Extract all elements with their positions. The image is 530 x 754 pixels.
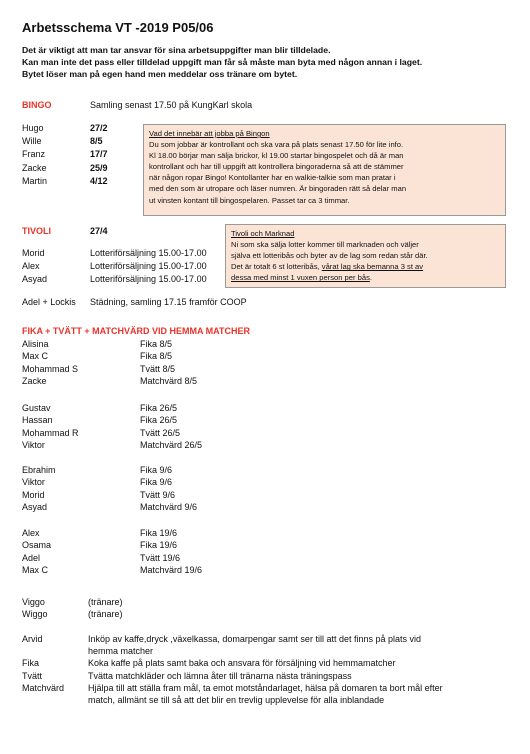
- box-line: ut vinsten kontant till bingospelaren. Passet tar ca 3 timmar.: [149, 195, 350, 205]
- list-item: Martin: [22, 175, 48, 186]
- row-task: Tvätt 8/5: [140, 363, 176, 374]
- table-row: [22, 350, 197, 362]
- trainer-role: (tränare): [88, 597, 123, 607]
- row-name: Max C: [22, 351, 49, 362]
- box-underlined-text: vårat lag ska bemanna 3 st av: [321, 262, 424, 272]
- table-row: [22, 427, 202, 439]
- box-line: [231, 272, 500, 283]
- list-item: Wille: [22, 136, 42, 147]
- page-title: Arbetsschema VT -2019 P05/06: [22, 20, 214, 35]
- list-item: Lotteriförsäljning 15.00-17.00: [90, 274, 207, 285]
- list-item: Alex: [22, 261, 40, 272]
- table-row: [22, 375, 197, 387]
- box-line: kontrollant och har till uppgift att kontrollera bingoraderna så att de stämmer: [149, 162, 404, 172]
- legend-text: Koka kaffe på plats samt baka och ansvara för försäljning vid hemmamatcher: [88, 658, 396, 669]
- box-text: Det är totalt 6 st lotteribås,: [231, 262, 320, 272]
- legend-row: [22, 657, 448, 669]
- list-item: Lotteriförsäljning 15.00-17.00: [90, 261, 207, 272]
- row-task: Fika 9/6: [140, 477, 173, 488]
- legend-text: Inköp av kaffe,dryck ,växelkassa, domarpengar samt ser till att det finns på plats vid hemma matcher: [88, 634, 421, 657]
- list-item: 8/5: [90, 136, 103, 147]
- row-task: Tvätt 19/6: [140, 552, 181, 563]
- row-name: Adel: [22, 552, 41, 563]
- box-underlined-text: dessa med minst 1 vuxen person per bås: [231, 273, 370, 283]
- table-row: [22, 439, 202, 451]
- table-row: [22, 464, 197, 476]
- list-item: [22, 608, 123, 620]
- tivoli-extra-name: Adel + Lockis: [22, 297, 76, 307]
- row-name: Max C: [22, 565, 49, 576]
- tivoli-names: [22, 247, 47, 287]
- table-row: [22, 338, 197, 350]
- legend-key: Arvid: [22, 634, 43, 644]
- row-name: Gustav: [22, 403, 51, 413]
- row-name: Alex: [22, 528, 40, 538]
- tivoli-date: 27/4: [90, 226, 108, 236]
- list-item: 25/9: [90, 162, 108, 173]
- trainer-role: (tränare): [88, 609, 123, 620]
- box-title: Tivoli och Marknad: [231, 229, 295, 238]
- row-task: Matchvärd 19/6: [140, 565, 203, 576]
- row-task: Matchvärd 8/5: [140, 376, 198, 387]
- legend-key: Fika: [22, 658, 40, 669]
- box-line: [231, 261, 500, 272]
- bingo-info: Samling senast 17.50 på KungKarl skola: [90, 100, 253, 110]
- bingo-info-box: [143, 124, 506, 216]
- row-task: Fika 26/5: [140, 415, 178, 426]
- trainer-name: Viggo: [22, 597, 45, 607]
- row-name: Mohammad S: [22, 363, 79, 374]
- table-row: [22, 564, 202, 576]
- tivoli-heading: TIVOLI: [22, 226, 51, 236]
- bingo-dates: [90, 122, 108, 188]
- row-task: Fika 26/5: [140, 403, 178, 413]
- trainer-name: Wiggo: [22, 609, 48, 620]
- row-name: Asyad: [22, 502, 48, 513]
- legend-text: Tvätta matchkläder och lämna åter till tränarna nästa träningspass: [88, 670, 352, 681]
- bingo-names: [22, 122, 47, 188]
- list-item: 17/7: [90, 149, 108, 160]
- fika-group-2: [22, 402, 202, 452]
- row-task: Matchvärd 9/6: [140, 502, 198, 513]
- fika-heading: FIKA + TVÄTT + MATCHVÄRD VID HEMMA MATCHER: [22, 326, 250, 336]
- row-name: Alisina: [22, 339, 49, 349]
- list-item: [22, 596, 123, 608]
- row-task: Fika 9/6: [140, 465, 173, 475]
- row-name: Morid: [22, 489, 45, 500]
- table-row: [22, 552, 202, 564]
- table-row: [22, 414, 202, 426]
- list-item: Hugo: [22, 123, 44, 133]
- list-item: Zacke: [22, 162, 47, 173]
- fika-group-4: [22, 527, 202, 577]
- intro-text: [22, 44, 522, 81]
- bingo-heading: BINGO: [22, 100, 52, 110]
- list-item: Franz: [22, 149, 46, 160]
- table-row: [22, 539, 202, 551]
- box-line: Ni som ska sälja lotter kommer till marknaden och väljer: [231, 240, 419, 250]
- row-task: Tvätt 26/5: [140, 427, 181, 438]
- legend-row: [22, 682, 448, 706]
- legend-text: Hjälpa till att ställa fram mål, ta emot motståndarlaget, hälsa på domaren ta bort mål efter match, allmänt se till så att det blir en trevlig upplevelse för alla inblandade: [88, 682, 443, 706]
- list-item: 4/12: [90, 175, 108, 186]
- trainer-list: [22, 596, 123, 621]
- row-task: Tvätt 9/6: [140, 489, 176, 500]
- box-line: själva ett lotteribås och byter av de lag som redan står där.: [231, 251, 428, 261]
- table-row: [22, 527, 202, 539]
- row-name: Viktor: [22, 477, 45, 488]
- row-task: Fika 8/5: [140, 351, 173, 362]
- intro-line: Kan man inte det pass eller tilldelad uppgift man får så måste man byta med någon annan i laget.: [22, 57, 423, 68]
- intro-line: Bytet löser man på egen hand men meddelar oss tränare om bytet.: [22, 69, 298, 80]
- legend-key: Tvätt: [22, 670, 43, 681]
- legend-row: [22, 633, 448, 657]
- row-name: Ebrahim: [22, 465, 56, 475]
- row-task: Matchvärd 26/5: [140, 440, 203, 451]
- fika-group-1: [22, 338, 197, 388]
- box-line: när någon ropar Bingo! Kontollanter har en walkie-talkie som man pratar i: [149, 173, 396, 183]
- list-item: Lotteriförsäljning 15.00-17.00: [90, 248, 207, 258]
- row-task: Fika 19/6: [140, 528, 178, 538]
- fika-group-3: [22, 464, 197, 514]
- row-name: Viktor: [22, 440, 45, 451]
- table-row: [22, 363, 197, 375]
- row-name: Hassan: [22, 415, 53, 426]
- table-row: [22, 501, 197, 513]
- legend-row: [22, 670, 448, 682]
- table-row: [22, 402, 202, 414]
- intro-line: Det är viktigt att man tar ansvar för sina arbetsuppgifter man blir tilldelade.: [22, 45, 331, 55]
- table-row: [22, 476, 197, 488]
- box-line: Kl 18.00 börjar man sälja brickor, kl 19.00 startar bingospelet och då är man: [149, 151, 404, 161]
- row-name: Zacke: [22, 376, 47, 387]
- row-name: Mohammad R: [22, 427, 79, 438]
- row-task: Fika 19/6: [140, 540, 178, 551]
- tivoli-extra-task: Städning, samling 17.15 framför COOP: [90, 297, 247, 307]
- box-title: Vad det innebär att jobba på Bingon: [149, 129, 270, 138]
- list-item: Morid: [22, 248, 45, 258]
- list-item: 27/2: [90, 123, 108, 133]
- box-line: med den som är utropare och läser numren. Är bingoraden rätt så delar man: [149, 184, 407, 194]
- table-row: [22, 489, 197, 501]
- box-text: .: [369, 273, 372, 283]
- row-name: Osama: [22, 540, 52, 551]
- legend-key: Matchvärd: [22, 682, 65, 693]
- list-item: Asyad: [22, 274, 48, 285]
- tivoli-tasks: [90, 247, 207, 287]
- tivoli-info-box: [225, 224, 506, 288]
- box-line: Du som jobbar är kontrollant och ska vara på plats senast 17.50 för lite info.: [149, 140, 404, 150]
- row-task: Fika 8/5: [140, 339, 173, 349]
- role-legend: [22, 633, 448, 706]
